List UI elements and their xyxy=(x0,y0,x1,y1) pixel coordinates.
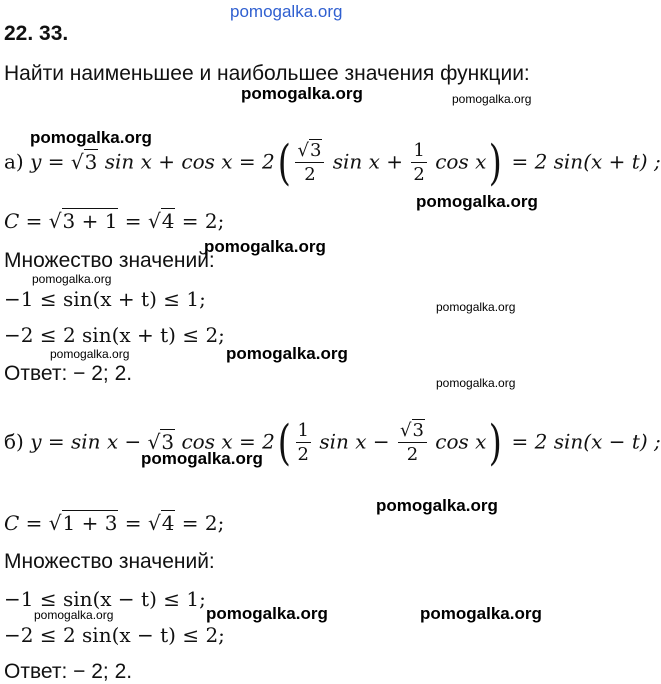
part-b-c-line: C = √1 + 3 = √4 = 2; xyxy=(4,511,225,535)
sqrt: √3 xyxy=(147,429,175,454)
watermark: pomogalka.org xyxy=(452,92,532,106)
left-paren: ( xyxy=(277,135,291,191)
left-paren: ( xyxy=(277,415,291,471)
right-paren: ) xyxy=(489,415,503,471)
problem-statement: Найти наименьшее и наибольшее значения функции: xyxy=(4,62,530,85)
part-a-inequality-2: −2 ≤ 2 sin(x + t) ≤ 2; xyxy=(4,323,225,347)
watermark: pomogalka.org xyxy=(241,84,363,103)
eq-text: sin x − xyxy=(313,429,397,454)
part-a-label: а) xyxy=(4,149,24,174)
sqrt: √3 xyxy=(70,149,98,174)
part-b-label: б) xyxy=(4,429,24,454)
watermark: pomogalka.org xyxy=(141,449,263,468)
watermark: pomogalka.org xyxy=(30,128,152,147)
watermark: pomogalka.org xyxy=(34,608,114,622)
watermark: pomogalka.org xyxy=(376,496,498,515)
sqrt: √4 xyxy=(147,209,175,233)
part-b-set-label: Множество значений: xyxy=(4,550,215,573)
eq-text: cos x = 2 xyxy=(175,429,275,454)
eq-text: cos x xyxy=(428,429,487,454)
part-a-answer: Ответ: − 2; 2. xyxy=(4,362,133,385)
watermark: pomogalka.org xyxy=(436,376,516,390)
sqrt: √4 xyxy=(147,511,175,535)
part-b-answer: Ответ: − 2; 2. xyxy=(4,660,133,683)
eq-lhs: y = xyxy=(30,149,71,174)
watermark: pomogalka.org xyxy=(204,237,326,256)
watermark: pomogalka.org xyxy=(436,300,516,314)
fraction: $\frac{√3}{2}$ xyxy=(398,422,427,464)
eq-text: sin x + xyxy=(326,149,410,174)
eq-text: cos x xyxy=(428,149,487,174)
fraction: $\frac{1}{2}$ xyxy=(297,420,309,465)
part-b-inequality-2: −2 ≤ 2 sin(x − t) ≤ 2; xyxy=(4,623,225,647)
part-b-inequality-1: −1 ≤ sin(x − t) ≤ 1; xyxy=(4,587,206,611)
part-b-equation xyxy=(4,415,661,471)
problem-number: 22. 33. xyxy=(4,22,69,45)
fraction: $\frac{1}{2}$ xyxy=(413,140,425,185)
part-a-inequality-1: −1 ≤ sin(x + t) ≤ 1; xyxy=(4,287,206,311)
eq-rhs: = 2 sin(x + t) ; xyxy=(505,149,661,174)
right-paren: ) xyxy=(489,135,503,191)
eq-lhs: y = sin x − xyxy=(30,429,148,454)
sqrt: √3 + 1 xyxy=(48,209,118,233)
watermark: pomogalka.org xyxy=(226,344,348,363)
fraction: $\frac{√3}{2}$ xyxy=(295,142,324,184)
eq-rhs: = 2 sin(x − t) ; xyxy=(505,429,661,454)
watermark: pomogalka.org xyxy=(50,347,130,361)
watermark: pomogalka.org xyxy=(420,604,542,623)
watermark: pomogalka.org xyxy=(416,192,538,211)
part-a-c-line: C = √3 + 1 = √4 = 2; xyxy=(4,209,225,233)
eq-text: sin x + cos x = 2 xyxy=(98,149,275,174)
sqrt: √1 + 3 xyxy=(48,511,118,535)
watermark: pomogalka.org xyxy=(206,604,328,623)
watermark-top: pomogalka.org xyxy=(230,2,343,21)
part-a-set-label: Множество значений: xyxy=(4,249,215,272)
watermark: pomogalka.org xyxy=(32,272,112,286)
